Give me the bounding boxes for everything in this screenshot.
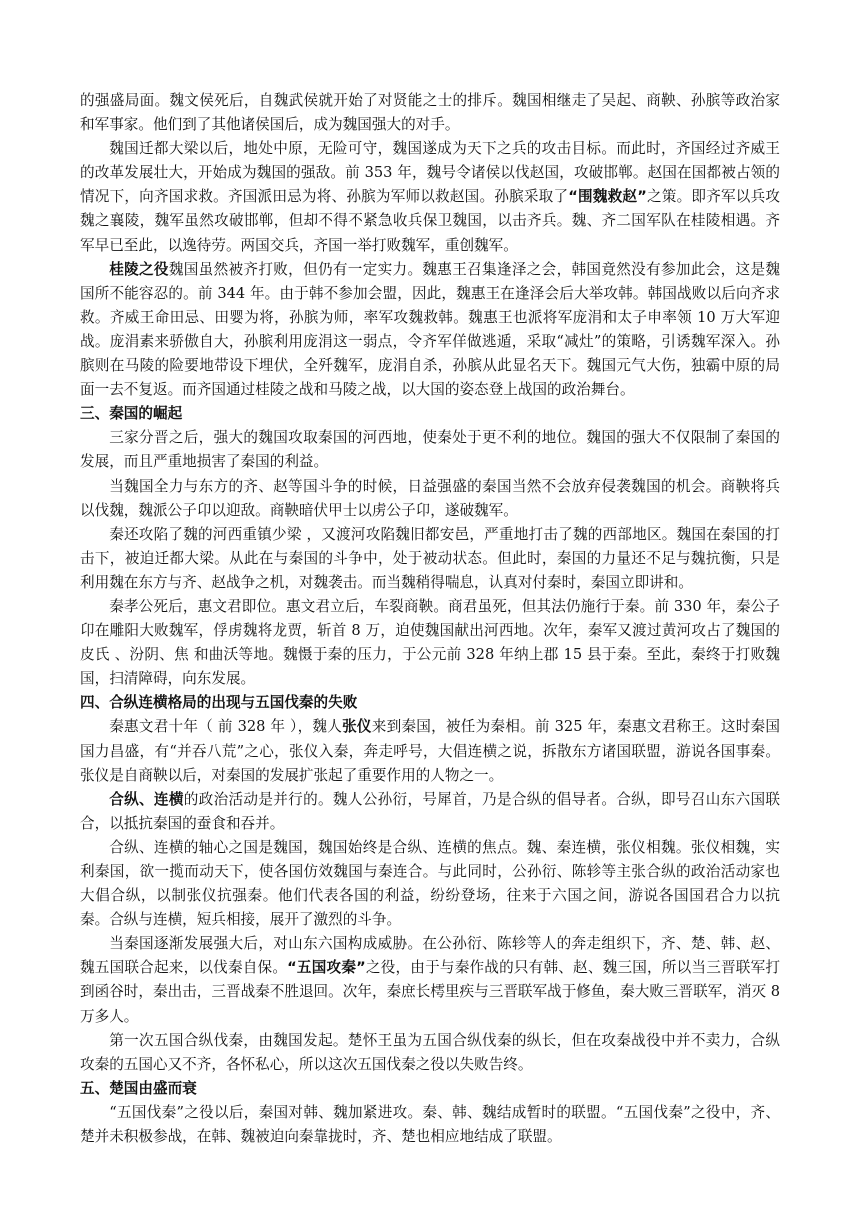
text-run: 秦惠文君十年（ 前 328 年 ），魏人 [109, 718, 343, 736]
paragraph: 秦还攻陷了魏的河西重镇少梁 ，又渡河攻陷魏旧都安邑，严重地打击了魏的西部地区。魏国在秦国的打击下，被迫迁都大梁。从此在与秦国的斗争中，处于被动状态。但此时，秦国的力量还不足与魏抗衡，只是利用魏在东方与齐、赵战争之机，对魏袭击。而当魏稍得喘息，认真对付秦时，秦国立即讲和。 [80, 525, 780, 591]
bold-term: 张仪 [342, 718, 372, 736]
paragraph: 三家分晋之后，强大的魏国攻取秦国的河西地，使秦处于更不利的地位。魏国的强大不仅限制了秦国的发展，而且严重地损害了秦国的利益。 [80, 429, 780, 471]
text-run: 来到秦国，被任为秦相。前 325 年，秦惠文君称王。这时秦国国力昌盛，有“并吞八荒”之心，张仪入秦，奔走呼号，大倡连横之说，拆散东方诸国联盟，游说各国事秦。张仪是自商鞅以后，对秦国的发展扩张起了重要作用的人物之一。 [80, 718, 780, 784]
paragraph [80, 715, 780, 787]
paragraph [80, 932, 780, 1028]
paragraph: “五国伐秦”之役以后，秦国对韩、魏加紧进攻。秦、韩、魏结成暂时的联盟。“五国伐秦”之役中，齐、楚并未积极参战，在韩、魏被迫向秦靠拢时，齐、楚也相应地结成了联盟。 [80, 1103, 780, 1146]
document-body [80, 89, 780, 1149]
section-heading: 五、楚国由盛而衰 [80, 1079, 197, 1097]
text-run: 当秦国逐渐发展强大后，对山东六国构成威胁。在公孙衍、陈轸等人的奔走组织下，齐、楚、韩、赵、魏五国联合起来，以伐秦自保。 [80, 935, 780, 977]
bold-term: 合纵、连横 [109, 790, 184, 808]
text-run: 之役，由于与秦作战的只有韩、赵、魏三国，所以当三晋联军打到函谷时，秦出击，三晋战秦不胜退回。次年，秦庶长樗里疾与三晋联军战于修鱼，秦大败三晋联军，消灭 8 万多人。 [80, 959, 780, 1025]
bold-term: “五国攻秦” [287, 959, 366, 977]
paragraph [80, 788, 780, 836]
paragraph [80, 137, 780, 257]
paragraph: 当魏国全力与东方的齐、赵等国斗争的时候，日益强盛的秦国当然不会放弃侵袭魏国的机会。商鞅将兵以伐魏，魏派公子卬以迎敌。商鞅暗伏甲士以虏公子卬，遂破魏军。 [80, 477, 780, 519]
paragraph: 秦孝公死后，惠文君即位。惠文君立后，车裂商鞅。商君虽死，但其法仍施行于秦。前 330 年，秦公子卬在雕阳大败魏军，俘虏魏将龙贾，斩首 8 万，迫使魏国献出河西地。次年，秦军又渡过黄河攻占了魏国的皮氏 、汾阴、焦 和曲沃等地。魏慑于秦的压力，于公元前 328 年纳上郡 15 县于秦。至此，秦终于打败魏国，扫清障碍，向东发展。 [80, 597, 780, 688]
paragraph [80, 258, 780, 403]
text-run: 的政治活动是并行的。魏人公孙衍，号犀首，乃是合纵的倡导者。合纵，即号召山东六国联合，以抵抗秦国的蚕食和吞并。 [80, 790, 780, 832]
text-run: 魏国虽然被齐打败，但仍有一定实力。魏惠王召集逢泽之会，韩国竟然没有参加此会，这是魏国所不能容忍的。前 344 年。由于韩不参加会盟，因此，魏惠王在逢泽会后大举攻韩。韩国战败以后向齐求救。齐威王命田忌、田婴为将，孙膑为师，率军攻魏救韩。魏惠王也派将军庞涓和太子申率领 10 万大军迎战。庞涓素来骄傲自大，孙膑利用庞涓这一弱点，令齐军佯做逃遁，采取“减灶”的策略，引诱魏军深入。孙膑则在马陵的险要地带设下埋伏，全歼魏军，庞涓自杀，孙膑从此显名天下。魏国元气大伤，独霸中原的局面一去不复返。而齐国通过桂陵之战和马陵之战，以大国的姿态登上战国的政治舞台。 [80, 260, 780, 399]
bold-term: “围魏救赵” [568, 188, 647, 206]
paragraph: 的强盛局面。魏文侯死后，自魏武侯就开始了对贤能之士的排斥。魏国相继走了吴起、商鞅、孙膑等政治家和军事家。他们到了其他诸侯国后，成为魏国强大的对手。 [80, 92, 780, 134]
paragraph: 第一次五国合纵伐秦，由魏国发起。楚怀王虽为五国合纵伐秦的纵长，但在攻秦战役中并不卖力，合纵攻秦的五国心又不齐，各怀私心，所以这次五国伐秦之役以失败告终。 [80, 1031, 780, 1073]
paragraph: 合纵、连横的轴心之国是魏国，魏国始终是合纵、连横的焦点。魏、秦连横，张仪相魏。张仪相魏，实利秦国，欲一揽而动天下，使各国仿效魏国与秦连合。与此同时，公孙衍、陈轸等主张合纵的政治活动家也大倡合纵，以制张仪抗强秦。他们代表各国的利益，纷纷登场，往来于六国之间，游说各国国君合力以抗秦。合纵与连横，短兵相接，展开了激烈的斗争。 [80, 838, 780, 929]
text-run: 魏国迁都大梁以后，地处中原，无险可守，魏国遂成为天下之兵的攻击目标。而此时，齐国经过齐威王的改革发展壮大，开始成为魏国的强敌。前 353 年，魏号令诸侯以伐赵国，攻破邯郸。赵国在国都被占领的情况下，向齐国求救。齐国派田忌为将、孙膑为军师以救赵国。孙膑采取了 [80, 140, 780, 206]
section-heading: 三、秦国的崛起 [80, 405, 183, 423]
bold-term: 桂陵之役 [109, 260, 169, 278]
section-heading: 四、合纵连横格局的出现与五国伐秦的失败 [80, 694, 358, 712]
text-run: 之策。即齐军以兵攻魏之襄陵，魏军虽然攻破邯郸，但却不得不紧急收兵保卫魏国，以击齐兵。魏、齐二国军队在桂陵相遇。齐军早已至此，以逸待劳。两国交兵，齐国一举打败魏军，重创魏军。 [80, 188, 780, 254]
